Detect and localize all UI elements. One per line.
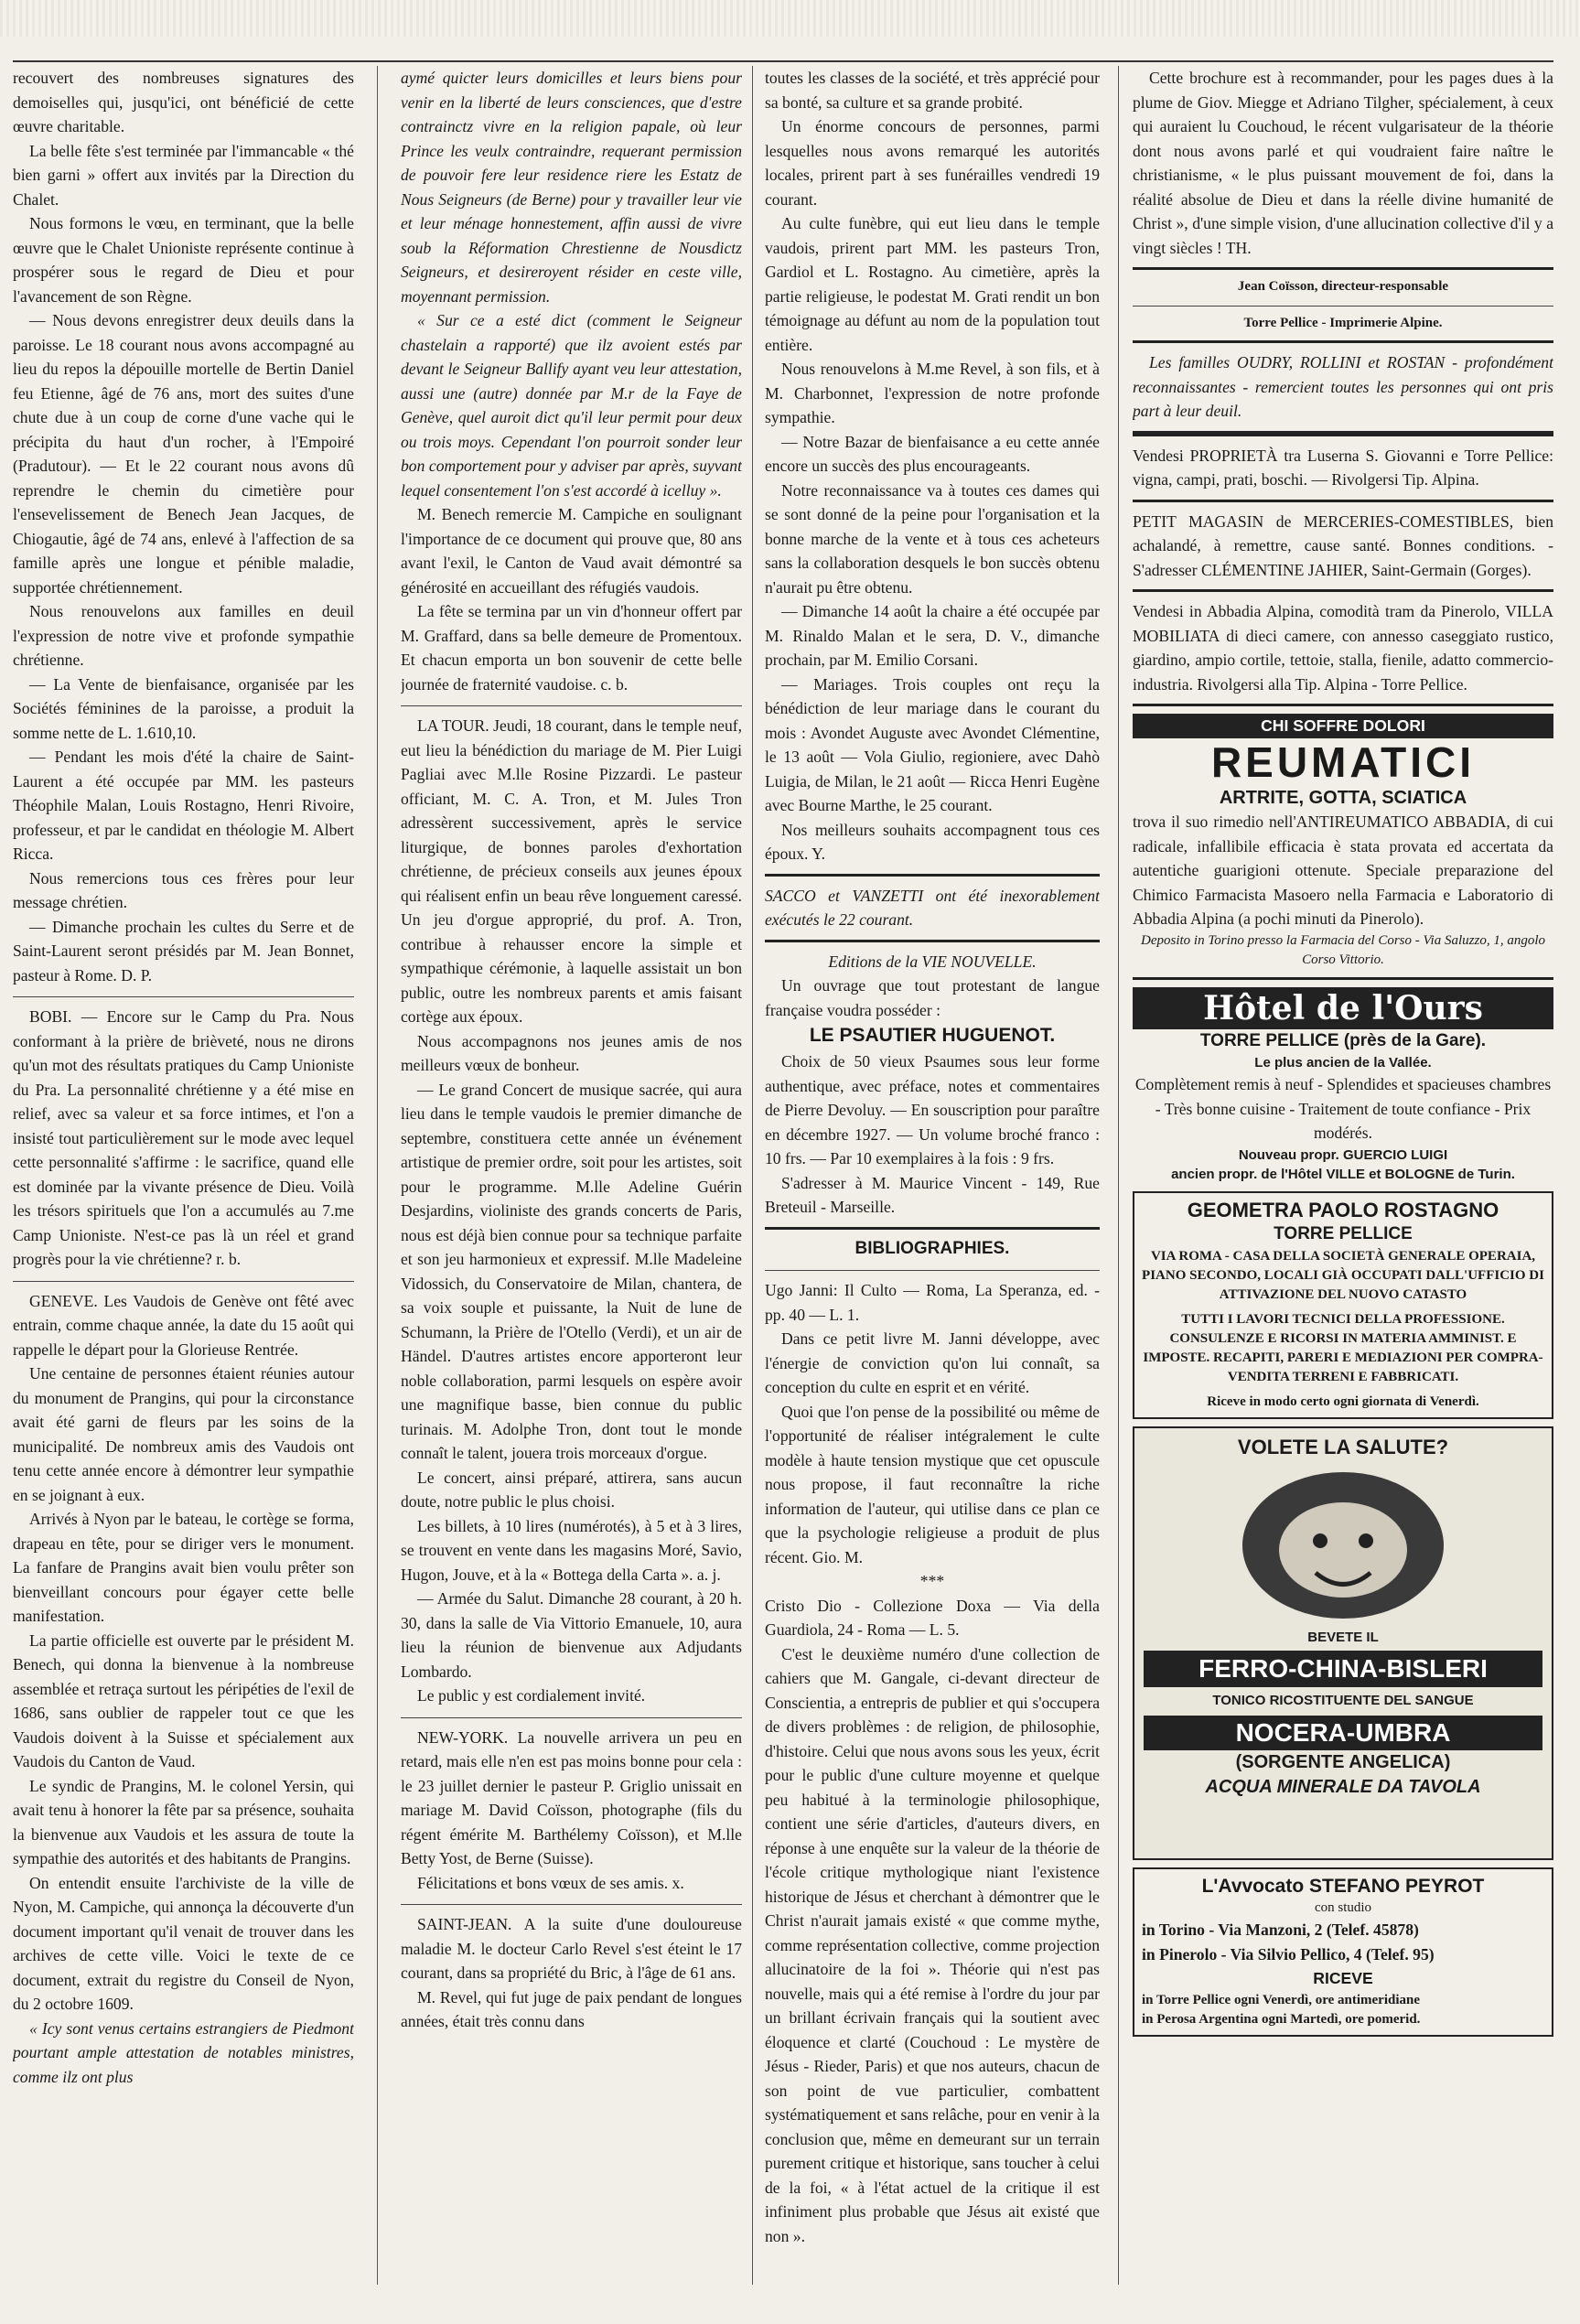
paragraph: Arrivés à Nyon par le bateau, le cortège se forma, drapeau en tête, pour se diriger vers le monument. La fanfare de Prangins avait bien voulu prêter son bienveillant concours pour égayer cette belle manifestation.	[13, 1510, 354, 1625]
paragraph: — Notre Bazar de bienfaisance a eu cette année encore un succès des plus encourageants.	[765, 432, 1100, 475]
paragraph: Notre reconnaissance va à toutes ces dames qui se sont donné de la peine pour l'organisation et la bonne marche de la vente et à tous ces acheteurs sans la collaboration desquels le bon succès obtenu n'aurait pu être obtenu.	[765, 480, 1100, 597]
ad-villa: Vendesi in Abbadia Alpina, comodità tram da Pinerolo, VILLA MOBILIATA di dieci camere, con annesso caseggiato rustico, giardino, ampio cortile, tettoie, stalla, fienile, adatto commercio-industria. Rivolgersi alla Tip. Alpina - Torre Pellice.	[1133, 602, 1553, 694]
column-divider	[1118, 66, 1119, 2285]
notice-sacco-vanzetti: SACCO et VANZETTI ont été inexorablement exécutés le 22 courant.	[765, 886, 1100, 929]
divider	[401, 705, 742, 706]
geometra-town: TORRE PELLICE	[1274, 1224, 1413, 1243]
divider	[1133, 589, 1553, 592]
imprint-director: Jean Coïsson, directeur-responsable	[1237, 279, 1449, 294]
hotel-body: Complètement remis à neuf - Splendides et spacieuses chambres - Très bonne cuisine - Traitement de toute confiance - Prix modérés.	[1134, 1075, 1552, 1142]
paragraph: — Le grand Concert de musique sacrée, qui aura lieu dans le temple vaudois le premier dimanche de septembre, constituera cette année un événement artistique de premier ordre, soit pour les artistes, soit pour le programme. M.lle Adeline Guérin Desjardins, violiniste des grands concerts de Paris, nous est déjà bien connue pour sa technique parfaite et son jeu harmonieux et expressif. M.lle Madeleine Vidossich, du Conservatoire de Milan, chantera, de sa voix souple et puissante, la Nuit de lune de Schumann, la Prière de l'Otello (Verdi), et un air de Händel. D'autres artistes encore apporteront leur noble collaboration, parmi lesquels on espère avoir une magnifique basse, bien connue du public turinais. M. Adolphe Tron, dont tout le monde connaît le talent, jouera trois morceaux d'orgue.	[401, 1080, 742, 1462]
paragraph: Quoi que l'on pense de la possibilité ou même de l'opportunité de réaliser intégralement le culte modèle à haute tension mystique que cet opuscule nous propose, il faut reconnaître la riche information de l'auteur, qui utilise dans ce plan ce que la psychologie religieuse a produit de plus récent. Gio. M.	[765, 1402, 1100, 1566]
avvocato-line-1: in Torino - Via Manzoni, 2 (Telef. 45878)	[1142, 1921, 1419, 1939]
paragraph: La partie officielle est ouverte par le président M. Benech, qui donna la bienvenue à la nombreuse assemblée et retraça surtout les péripéties de l'exil de 1686, sans oublier de rappeler tout ce que les Vaudois doivent à la Suisse et spécialement aux Vaudois du Canton de Vaud.	[13, 1630, 354, 1770]
paragraph: — Nous devons enregistrer deux deuils dans la paroisse. Le 18 courant nous avons accompagné au lieu du repos la dépouille mortelle de Bertin Daniel feu Etienne, âgé de 76 ans, mort des suites d'une chute due à un coup de corne d'une vache qui le précipita du haut d'un rocher, à l'Empoiré (Pradutour). — Et le 22 courant nous avons dû reprendre le chemin du cimetière pour l'ensevelissement de Benech Jean Jacques, de Chiogautie, âgé de 74 ans, enlevé à l'affection de sa famille après une longue et pénible maladie, supportée chrétiennement.	[13, 311, 354, 597]
paragraph: Cristo Dio - Collezione Doxa — Via della Guardiola, 24 - Roma — L. 5.	[765, 1596, 1100, 1639]
paragraph: Nous renouvelons aux familles en deuil l'expression de notre vive et profonde sympathie chrétienne.	[13, 602, 354, 669]
reumatici-banner: CHI SOFFRE DOLORI	[1133, 714, 1553, 738]
paragraph: GENEVE. Les Vaudois de Genève ont fêté avec entrain, comme chaque année, la date du 15 août qui rappelle le départ pour la Glorieuse Rentrée.	[13, 1291, 354, 1359]
paragraph: recouvert des nombreuses signatures des demoiselles qui, jusqu'ici, ont bénéficié de cette œuvre charitable.	[13, 69, 354, 135]
paragraph: « Sur ce a esté dict (comment le Seigneur chastelain a rapporté) que ilz avoient estés par devant le Seigneur Ballify ayant veu leur attestation, aussi une (autre) donnée par M.r de la Faye de Genève, quel auroit dict qu'il leur permit pour deux ou trois moys. Cependant l'on pourroit sonder leur bon comportement pour y adviser par après, suyvant lequel consentement l'on s'est accordé à icelluy ».	[401, 311, 742, 500]
top-rule	[13, 60, 1553, 62]
psautier-address: S'adresser à M. Maurice Vincent - 149, Rue Breteuil - Marseille.	[765, 1173, 1100, 1216]
divider	[765, 874, 1100, 877]
avvocato-line-2: in Pinerolo - Via Silvio Pellico, 4 (Telef. 95)	[1142, 1944, 1435, 1964]
paragraph: Le syndic de Prangins, M. le colonel Yersin, qui avait tenu à honorer la fête par sa présence, souhaita la bienvenue aux Vaudois et les assura de toute la sympathie des autorités et des habitants de Prangins.	[13, 1776, 354, 1867]
paragraph: Nous renouvelons à M.me Revel, à son fils, et à M. Charbonnet, l'expression de notre profonde sympathie.	[765, 360, 1100, 426]
divider	[13, 996, 354, 997]
reumatici-subtitle: ARTRITE, GOTTA, SCIATICA	[1219, 787, 1467, 808]
paragraph: La belle fête s'est terminée par l'immancable « thé bien garni » offert aux invités par la Direction du Chalet.	[13, 141, 354, 209]
family-thanks: Les familles OUDRY, ROLLINI et ROSTAN - profondément reconnaissantes - remercient toutes les personnes qui ont pris part à leur deuil.	[1133, 353, 1553, 420]
column-1	[13, 66, 354, 2285]
ad-avvocato	[1133, 1867, 1553, 2037]
paragraph: Un énorme concours de personnes, parmi lesquelles nous avons remarqué les autorités locales, prirent part à ses funérailles vendredi 19 courant.	[765, 117, 1100, 209]
paragraph: Les billets, à 10 lires (numérotés), à 5 et à 3 lires, se trouvent en vente dans les magasins Moré, Savio, Hugon, Jouve, et à la « Bottega della Carta ». a. j.	[401, 1516, 742, 1584]
ad-bisleri	[1133, 1426, 1553, 1860]
section-stars: ***	[919, 1572, 945, 1590]
ad-reumatici	[1133, 714, 1553, 970]
paragraph: toutes les classes de la société, et très apprécié pour sa bonté, sa culture et sa grande probité.	[765, 69, 1100, 112]
divider	[765, 1227, 1100, 1230]
imprint-printer: Torre Pellice - Imprimerie Alpine.	[1243, 316, 1443, 330]
bisleri-top: VOLETE LA SALUTE?	[1237, 1435, 1449, 1458]
ad-geometra	[1133, 1191, 1553, 1419]
hotel-owner-2: ancien propr. de l'Hôtel VILLE et BOLOGNE de Turin.	[1171, 1166, 1515, 1182]
bisleri-brand: FERRO-CHINA-BISLERI	[1144, 1651, 1542, 1687]
psautier-intro: Un ouvrage que tout protestant de langue française voudra posséder :	[765, 976, 1100, 1019]
column-4	[1133, 66, 1553, 2285]
paragraph: — Dimanche 14 août la chaire a été occupée par M. Rinaldo Malan et le sera, D. V., dimanche prochain, par M. Emilio Corsani.	[765, 602, 1100, 669]
paragraph: Une centaine de personnes étaient réunies autour du monument de Prangins, qui pour la circonstance avait été garni de fleurs par les soins de la municipalité. De nombreux amis des Vaudois ont tenu cette année encore à démontrer leur sympathie en se joignant à eux.	[13, 1364, 354, 1504]
column-2	[401, 66, 742, 2285]
paragraph: — Pendant les mois d'été la chaire de Saint-Laurent a été occupée par MM. les pasteurs Théophile Malan, Louis Rostagno, Henri Rivoire, professeur, et par le candidat en théologie M. Albert Ricca.	[13, 748, 354, 863]
paragraph: LA TOUR. Jeudi, 18 courant, dans le temple neuf, eut lieu la bénédiction du mariage de M. Pier Luigi Pagliai avec M.lle Rosine Pizzardi. Le pasteur officiant, M. C. A. Tron, et M. Jules Tron adressèrent successivement, après le service liturgique, de bonnes paroles d'exhortation chrétienne, de précieux conseils aux jeunes époux qui réalisent enfin un beau rêve longuement caressé. Un jeu d'orgue approprié, du prof. A. Tron, contribue à rehausser encore la simple et sympathique cérémonie, à laquelle assistait un bon public, outre les nombreux parents et amis faisant cortège aux époux.	[401, 716, 742, 1026]
avvocato-sub: con studio	[1314, 1900, 1372, 1915]
bisleri-drink: BEVETE IL	[1307, 1630, 1379, 1645]
column-divider	[377, 66, 378, 2285]
bisleri-nocera: NOCERA-UMBRA	[1144, 1716, 1542, 1750]
divider	[1133, 500, 1553, 502]
paragraph: Dans ce petit livre M. Janni développe, avec l'énergie de conviction qu'on lui connaît, sa conception du culte en esprit et en vérité.	[765, 1329, 1100, 1396]
paragraph: Cette brochure est à recommander, pour les pages dues à la plume de Giov. Miegge et Adriano Tilgher, spécialement, à ceux qui auraient lu Couchoud, le récent vulgarisateur de la théorie dont nous avons parlé et qui voudraient faire naître le christianisme, « le plus puissant mouvement de foi, dans la réalité absolue de Dieu et dans la réelle divine humanité de Christ », d'une simple vision, d'une allucination collective d'il y a vingt siècles ! TH.	[1133, 69, 1553, 257]
paragraph: aymé quicter leurs domicilles et leurs biens pour venir en la liberté de leurs consciences, que d'estre contrainctz vivre en la religion papale, où leur Prince les veulx contraindre, requerant permission de pouvoir fere leur residence riere les Estatz de Nous Seigneurs (de Berne) pour y travailler leur vie et leur ménage honnestement, affin aussi de vivre soub la Réformation Chrestienne de Nousdictz Seigneurs, et desireroyent résider en ceste ville, moyennant permission.	[401, 69, 742, 306]
psautier-body: Choix de 50 vieux Psaumes sous leur forme authentique, avec préface, notes et commentaires de Pierre Devoluy. — En souscription pour paraître en décembre 1927. — Un volume broché franco : 10 frs. — Par 10 exemplaires à la fois : 9 frs.	[765, 1052, 1100, 1167]
divider	[765, 1270, 1100, 1271]
paragraph: — Armée du Salut. Dimanche 28 courant, à 20 h. 30, dans la salle de Via Vittorio Emanuele, 10, aura lieu la réunion de bienvenue aux Adjudants Lombardo.	[401, 1589, 742, 1681]
paragraph: — Dimanche prochain les cultes du Serre et de Saint-Laurent seront présidés par M. Jean Bonnet, pasteur à Rome. D. P.	[13, 917, 354, 984]
psautier-publisher: Editions de la VIE NOUVELLE.	[828, 952, 1037, 971]
psautier-title: LE PSAUTIER HUGUENOT.	[809, 1025, 1056, 1046]
paragraph: Félicitations et bons vœux de ses amis. x.	[417, 1873, 684, 1892]
paragraph: Le public y est cordialement invité.	[417, 1686, 646, 1705]
bisleri-water: ACQUA MINERALE DA TAVOLA	[1205, 1776, 1481, 1797]
divider	[401, 1717, 742, 1718]
column-divider	[752, 66, 753, 2285]
avvocato-riceve: RICEVE	[1313, 1969, 1373, 1987]
paragraph: M. Benech remercie M. Campiche en soulignant l'importance de ce document qui prouve que, 80 ans avant l'exil, le Canton de Vaud avait démontré sa générosité en accueillant des réfugiés vaudois.	[401, 505, 742, 597]
paragraph: Le concert, ainsi préparé, attirera, sans aucun doute, notre public le plus choisi.	[401, 1468, 742, 1511]
lion-illustration	[1206, 1463, 1480, 1628]
paragraph: Nous accompagnons nos jeunes amis de nos meilleurs vœux de bonheur.	[401, 1031, 742, 1074]
divider	[1133, 704, 1553, 706]
divider	[401, 1904, 742, 1905]
hotel-title: Hôtel de l'Ours	[1133, 987, 1553, 1029]
ad-proprieta: Vendesi PROPRIETÀ tra Luserna S. Giovanni e Torre Pellice: vigna, campi, prati, boschi. — Rivolgersi Tip. Alpina.	[1133, 446, 1553, 489]
geometra-body: TUTTI I LAVORI TECNICI DELLA PROFESSIONE. CONSULENZE E RICORSI IN MATERIA AMMINIST. E IMPOSTE. RECAPITI, PARERI E MEDIAZIONI PER COMPRA-VENDITA TERRENI E FABBRICATI.	[1143, 1311, 1543, 1384]
divider	[765, 940, 1100, 942]
divider	[1133, 431, 1553, 436]
avvocato-line-4: in Perosa Argentina ogni Martedì, ore pomerid.	[1142, 2011, 1421, 2027]
bibliographies-heading: BIBLIOGRAPHIES.	[854, 1238, 1010, 1258]
divider	[1133, 340, 1553, 343]
hotel-subtitle-2: Le plus ancien de la Vallée.	[1254, 1055, 1432, 1071]
paragraph: Nous formons le vœu, en terminant, que la belle œuvre que le Chalet Unioniste représente continue à prospérer sous le regard de Dieu et pour l'avancement de son Règne.	[13, 214, 354, 306]
reumatici-body: trova il suo rimedio nell'ANTIREUMATICO ABBADIA, di cui radicale, infallibile efficacia è stata provata ed accertata da autentiche guarigioni ottenute. Speciale preparazione del Chimico Farmacista Masoero nella Farmacia e Laboratorio di Abbadia Alpina (a pochi minuti da Pinerolo).	[1133, 812, 1553, 928]
geometra-receives: Riceve in modo certo ogni giornata di Venerdì.	[1207, 1393, 1479, 1409]
paragraph: BOBI. — Encore sur le Camp du Pra. Nous conformant à la prière de brièveté, nous ne dirons qu'un mot des résultats pratiques du Camp Unioniste du Pra. La personnalité chrétienne y a été mise en relief, avec sa valeur et sa force intimes, et l'on a insisté tout particulièrement sur le mode avec lequel cette personnalité s'affirme : le sacrifice, quand elle est dominée par la vivante présence de Dieu. Voilà les trésors spirituels que l'on a accumulés au 7.me Camp Unioniste. N'est-ce pas là un réel et grand progrès pour la vie chrétienne? r. b.	[13, 1007, 354, 1268]
paragraph: C'est le deuxième numéro d'une collection de cahiers que M. Gangale, ci-devant directeur de Conscientia, a entrepris de publier et qui s'occupera de divers problèmes : de religion, de philosophie, d'histoire. Celui que nous avons sous les yeux, écrit pour le public d'une culture moyenne et quelque peu habitué à la terminologie philosophique, contient une série d'articles, d'auteurs divers, en réponse à une enquête sur la valeur de la théorie de l'école critique mythologique niant l'existence historique de Jésus et cherchant à démontrer que le Christ n'aurait jamais existé « que comme mythe, comme représentation collective, comme projection allucinatoire de la foi ». Théorie qui n'est pas nouvelle, mais qui a été remise à l'ordre du jour par un brillant écrivain français qui la soutient avec éloquence et clarté (Couchoud : Le mystère de Jésus - Rieder, Paris) et que nos auteurs, chacun de son point de vue particulier, combattent systématiquement et sans relâche, pour en venir à la conclusion que, même en demeurant sur un terrain purement critique et historique, sans toucher à celui de la foi, « à l'état actuel de la critique il est infiniment plus probable que Jésus ait existé que non ».	[765, 1644, 1100, 2245]
paragraph: — La Vente de bienfaisance, organisée par les Sociétés féminines de la paroisse, a produit la somme nette de L. 1.610,10.	[13, 674, 354, 742]
divider	[13, 1281, 354, 1282]
paragraph: — Mariages. Trois couples ont reçu la bénédiction de leur mariage dans le courant du mois : Avondet Auguste avec Avondet Clémentine, le 13 août — Vola Giulio, regioniere, avec Dahò Luigia, de Milan, le 21 août — Ricca Henri Eugène avec Bourne Marthe, le 25 courant.	[765, 674, 1100, 814]
geometra-title: GEOMETRA PAOLO ROSTAGNO	[1187, 1198, 1499, 1221]
paragraph: La fête se termina par un vin d'honneur offert par M. Graffard, dans sa belle demeure de Promentoux. Et chacun emporta un bon souvenir de cette belle journée de fraternité vaudoise. c. b.	[401, 602, 742, 694]
divider	[1133, 977, 1553, 980]
ad-hotel	[1133, 987, 1553, 1184]
divider	[1133, 306, 1553, 307]
hotel-subtitle: TORRE PELLICE (près de la Gare).	[1199, 1030, 1487, 1050]
paragraph: Nous remercions tous ces frères pour leur message chrétien.	[13, 868, 354, 911]
paragraph: NEW-YORK. La nouvelle arrivera un peu en retard, mais elle n'en est pas moins bonne pour cela : le 23 juillet dernier le pasteur P. Griglio unissait en mariage M. David Coïsson, photographe (fils du régent émérite M. Barthélemy Coïsson), et M.lle Betty Yost, de Berne (Suisse).	[401, 1727, 742, 1867]
paragraph: Nos meilleurs souhaits accompagnent tous ces époux. Y.	[765, 820, 1100, 863]
paragraph: On entendit ensuite l'archiviste de la ville de Nyon, M. Campiche, qui annonça la découverte d'un document important qu'il venait de trouver dans les archives de cette ville. Voici le texte de ce document, extrait du registre du Conseil de Nyon, du 2 octobre 1609.	[13, 1873, 354, 2013]
bisleri-tonic: TONICO RICOSTITUENTE DEL SANGUE	[1212, 1693, 1474, 1708]
paragraph: Ugo Janni: Il Culto — Roma, La Speranza, ed. - pp. 40 — L. 1.	[765, 1281, 1100, 1324]
reumatici-depot: Deposito in Torino presso la Farmacia del Corso - Via Saluzzo, 1, angolo Corso Vittorio.	[1141, 932, 1545, 967]
paragraph: SAINT-JEAN. A la suite d'une douloureuse maladie M. le docteur Carlo Revel s'est éteint le 17 courant, dans sa propriété du Bric, à l'âge de 61 ans.	[401, 1915, 742, 1982]
bisleri-source: (SORGENTE ANGELICA)	[1235, 1752, 1451, 1772]
divider	[1133, 267, 1553, 270]
paragraph: « Icy sont venus certains estrangiers de Piedmont pourtant ample attestation de notables ministres, comme ilz ont plus	[13, 2018, 354, 2086]
hotel-owner: Nouveau propr. GUERCIO LUIGI	[1238, 1146, 1448, 1163]
paragraph: Au culte funèbre, qui eut lieu dans le temple vaudois, prirent part MM. les pasteurs Tron, Gardiol et L. Rostagno. Au cimetière, après la partie religieuse, le podestat M. Grati rendit un bon témoignage au défunt au nom de la population tout entière.	[765, 214, 1100, 354]
paragraph: M. Revel, qui fut juge de paix pendant de longues années, était très connu dans	[401, 1987, 742, 2030]
geometra-address: VIA ROMA - CASA DELLA SOCIETÀ GENERALE OPERAIA, PIANO SECONDO, LOCALI GIÀ OCCUPATI DALL'UFFICIO DI ATTIVAZIONE DEL NUOVO CATASTO	[1142, 1248, 1544, 1302]
page-top-edge	[0, 0, 1580, 37]
avvocato-title: L'Avvocato STEFANO PEYROT	[1201, 1875, 1485, 1897]
column-3	[765, 66, 1100, 2285]
reumatici-title: REUMATICI	[1210, 737, 1476, 786]
ad-magasin: PETIT MAGASIN de MERCERIES-COMESTIBLES, bien achalandé, à remettre, cause santé. Bonnes conditions. - S'adresser CLÉMENTINE JAHIER, Saint-Germain (Gorges).	[1133, 511, 1553, 579]
avvocato-line-3: in Torre Pellice ogni Venerdì, ore antimeridiane	[1142, 1992, 1421, 2007]
